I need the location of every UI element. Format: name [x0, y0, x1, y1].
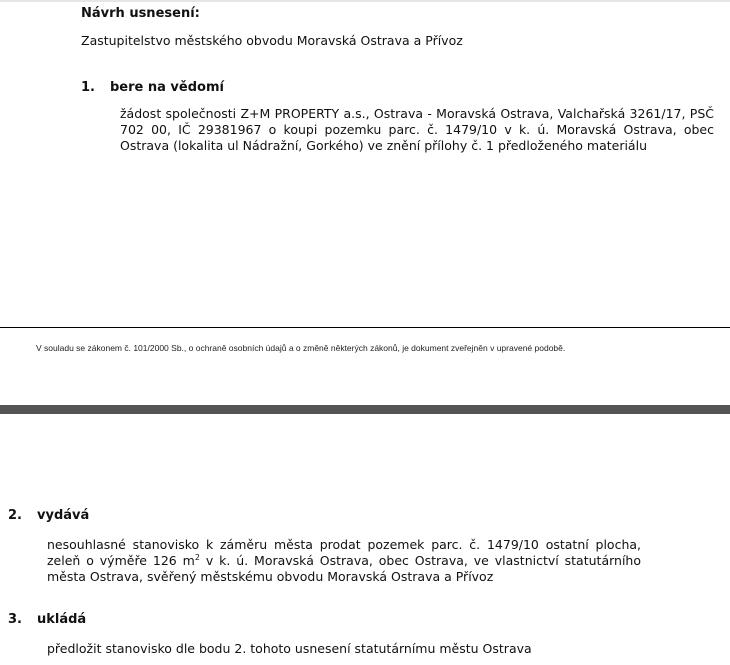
- superscript-2: 2: [194, 553, 200, 562]
- item-2-text: nesouhlasné stanovisko k záměru města prodat pozemek parc. č. 1479/10 ostatní plocha, zeleň o výměře 126 $m^2$ v k. ú. Moravská Ostrava, obec Ostrava, ve vlastnictví statutárního města Ostrava, svěřený městskému obvodu Moravská Ostrava a Přívoz: [47, 537, 641, 584]
- item-2-heading: vydává: [37, 508, 90, 523]
- page-divider: [0, 405, 730, 414]
- item-1-heading: bere na vědomí: [110, 80, 224, 95]
- council-name: Zastupitelstvo městského obvodu Moravská Ostrava a Přívoz: [81, 33, 463, 48]
- item-2-number: 2.: [8, 508, 22, 523]
- privacy-footer-note: V souladu se zákonem č. 101/2000 Sb., o ochraně osobních údajů a o změně některých zákonů, je dokument zveřejněn v upravené podobě.: [36, 343, 566, 353]
- item-3-number: 3.: [8, 612, 22, 627]
- item-3-text: předložit stanovisko dle bodu 2. tohoto usnesení statutárnímu městu Ostrava: [47, 641, 532, 656]
- item-1-text: žádost společnosti Z+M PROPERTY a.s., Ostrava - Moravská Ostrava, Valchařská 3261/17, PSČ 702 00, IČ 29381967 o koupi pozemku parc. č. 1479/10 v k. ú. Moravská Ostrava, obec Ostrava (lokalita ul Nádražní, Gorkého) ve znění přílohy č. 1 předloženého materiálu: [120, 106, 714, 153]
- item-1-number: 1.: [81, 80, 95, 95]
- footer-rule: [0, 327, 730, 328]
- page-top-edge: [0, 0, 730, 2]
- proposal-title: Návrh usnesení:: [81, 6, 200, 21]
- item-3-heading: ukládá: [37, 612, 87, 627]
